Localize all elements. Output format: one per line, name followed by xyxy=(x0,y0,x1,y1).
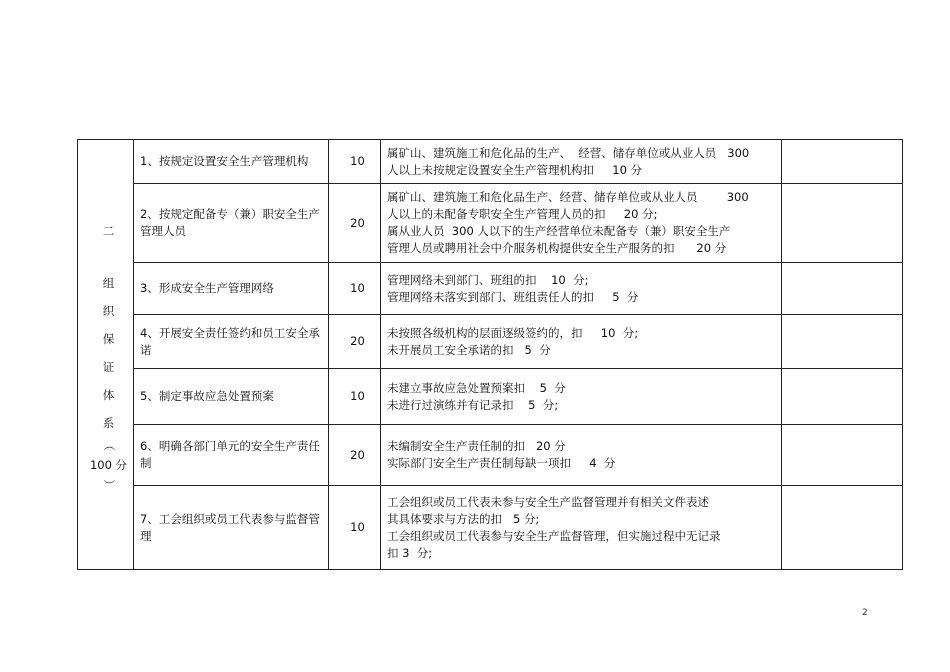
criteria-line: 未按照各级机构的层面逐级签约的，扣 10 分; xyxy=(387,325,639,340)
remarks-cell xyxy=(782,425,903,486)
criteria-line: 工会组织或员工代表参与安全生产监督管理，但实施过程中无记录 xyxy=(387,528,721,543)
score-cell: 20 xyxy=(329,184,381,263)
criteria-line: 未建立事故应急处置预案扣 5 分 xyxy=(387,380,566,395)
remarks-cell xyxy=(782,369,903,425)
criteria-cell xyxy=(381,184,782,263)
category-char: 织 xyxy=(102,303,115,318)
assessment-table xyxy=(77,139,903,570)
criteria-line: 其具体要求与方法的扣 5 分; xyxy=(387,511,540,526)
criteria-line: 未进行过演练并有记录扣 5 分; xyxy=(387,397,559,412)
criteria-cell xyxy=(381,140,782,184)
assessment-table-body xyxy=(78,140,903,570)
remarks-cell xyxy=(782,263,903,315)
criteria-line: 属矿山、建筑施工和危化品的生产、 经营、储存单位或从业人员 300 xyxy=(387,145,750,160)
item-cell: 3、形成安全生产管理网络 xyxy=(134,263,329,315)
remarks-cell xyxy=(782,140,903,184)
score-cell: 10 xyxy=(329,140,381,184)
table-row xyxy=(78,315,903,369)
score-cell: 20 xyxy=(329,315,381,369)
criteria-line: 实际部门安全生产责任制每缺一项扣 4 分 xyxy=(387,456,616,470)
table-row xyxy=(78,263,903,315)
category-char: 体 xyxy=(102,387,115,402)
item-cell: 5、制定事故应急处置预案 xyxy=(134,369,329,425)
score-cell: 20 xyxy=(329,425,381,486)
category-score: 100 分 xyxy=(89,457,128,472)
criteria-cell xyxy=(381,315,782,369)
table-row xyxy=(78,184,903,263)
remarks-cell xyxy=(782,184,903,263)
score-cell: 10 xyxy=(329,263,381,315)
item-cell: 7、工会组织或员工代表参与监督管理 xyxy=(134,486,329,570)
criteria-line: 管理网络未落实到部门、班组责任人的扣 5 分 xyxy=(387,289,639,304)
criteria-line: 未开展员工安全承诺的扣 5 分 xyxy=(387,342,551,357)
category-char: 组 xyxy=(102,275,115,290)
criteria-cell xyxy=(381,486,782,570)
criteria-cell xyxy=(381,425,782,486)
item-cell: 6、明确各部门单元的安全生产责任制 xyxy=(134,425,329,486)
criteria-line: 未编制安全生产责任制的扣 20 分 xyxy=(387,439,566,453)
remarks-cell xyxy=(782,315,903,369)
criteria-line: 扣 3 分; xyxy=(387,545,433,560)
category-char: 证 xyxy=(102,359,115,374)
criteria-line: 属矿山、建筑施工和危化品生产、经营、储存单位或从业人员 300 xyxy=(387,190,749,204)
category-char: 系 xyxy=(102,415,115,430)
criteria-line: 属从业人员 300 人以下的生产经营单位未配备专（兼）职安全生产 xyxy=(387,224,731,238)
criteria-line: 管理网络未到部门、班组的扣 10 分; xyxy=(387,272,589,287)
criteria-cell xyxy=(381,369,782,425)
criteria-line: 人以上的未配备专职安全生产管理人员的扣 20 分; xyxy=(387,207,658,221)
table-row xyxy=(78,425,903,486)
item-cell: 2、按规定配备专（兼）职安全生产管理人员 xyxy=(134,184,329,263)
category-cell xyxy=(78,140,134,570)
category-paren-open: （ xyxy=(101,438,116,451)
criteria-line: 工会组织或员工代表未参与安全生产监督管理并有相关文件表述 xyxy=(387,494,709,509)
table-row xyxy=(78,486,903,570)
score-cell: 10 xyxy=(329,369,381,425)
score-cell: 10 xyxy=(329,486,381,570)
category-number: 二 xyxy=(102,223,115,238)
table-row xyxy=(78,369,903,425)
category-char: 保 xyxy=(102,331,115,346)
category-label xyxy=(84,217,133,493)
page-number: 2 xyxy=(862,608,868,618)
table-row xyxy=(78,140,903,184)
category-paren-close: ） xyxy=(101,478,116,491)
criteria-line: 人以上未按规定设置安全生产管理机构扣 10 分 xyxy=(387,162,643,177)
remarks-cell xyxy=(782,486,903,570)
criteria-cell xyxy=(381,263,782,315)
item-cell: 1、按规定设置安全生产管理机构 xyxy=(134,140,329,184)
criteria-line: 管理人员或聘用社会中介服务机构提供安全生产服务的扣 20 分 xyxy=(387,241,727,255)
item-cell: 4、开展安全责任签约和员工安全承诺 xyxy=(134,315,329,369)
